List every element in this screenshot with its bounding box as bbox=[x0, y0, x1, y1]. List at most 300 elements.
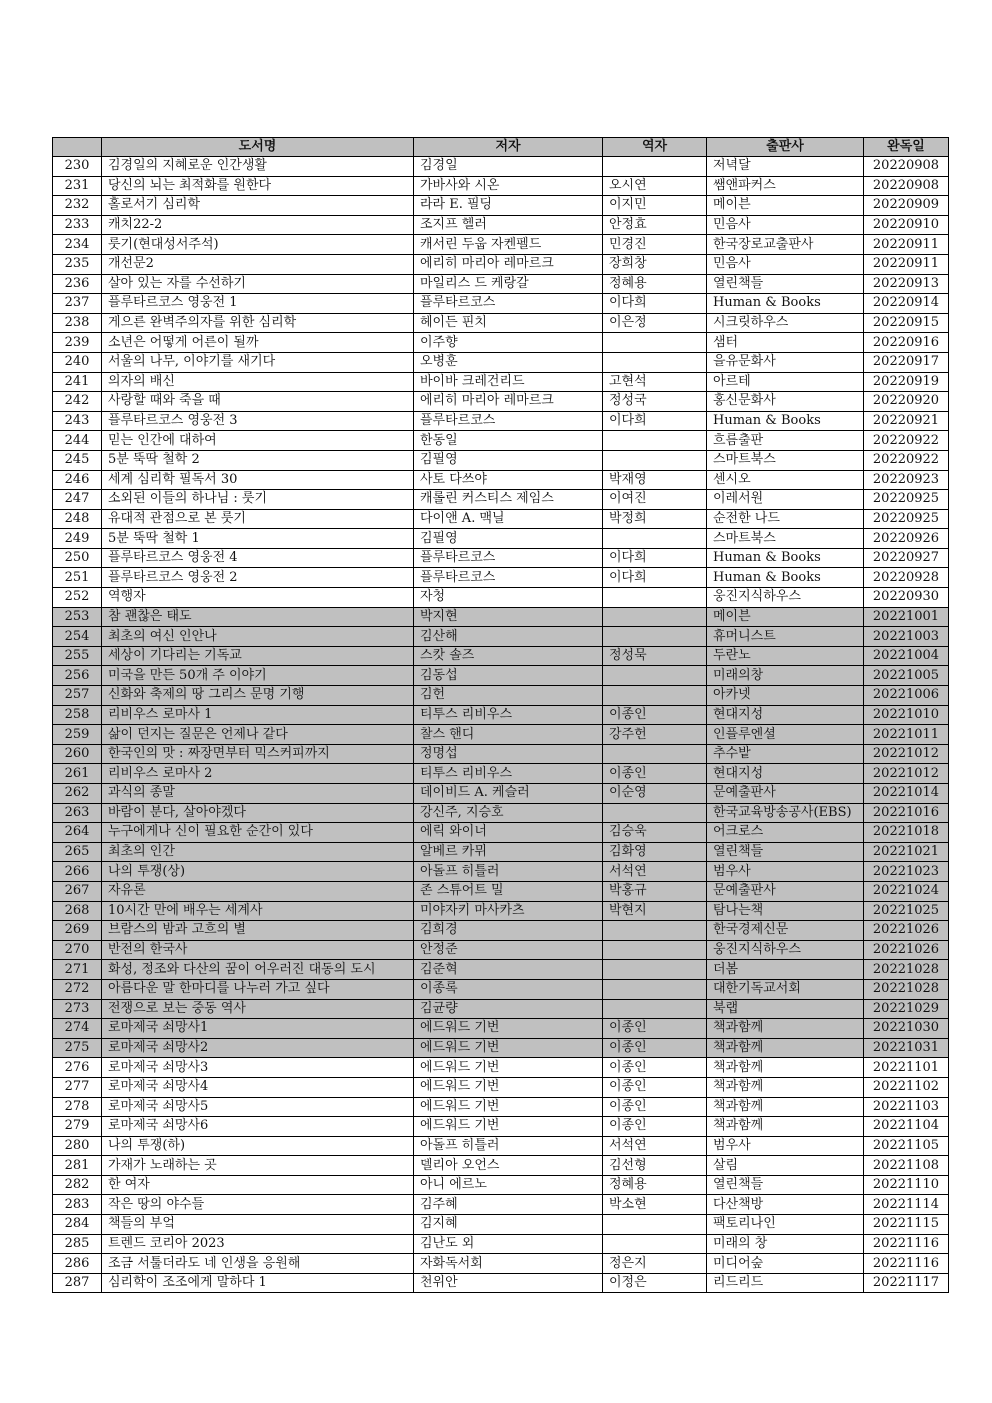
row-number-cell: 268 bbox=[53, 901, 102, 921]
translator-cell: 안정효 bbox=[603, 215, 707, 235]
translator-cell: 박소현 bbox=[603, 1195, 707, 1215]
completed-date-cell: 20221105 bbox=[864, 1136, 949, 1156]
author-cell: 라라 E. 필딩 bbox=[414, 196, 603, 216]
translator-cell: 오시연 bbox=[603, 176, 707, 196]
row-number-cell: 271 bbox=[53, 960, 102, 980]
completed-date-cell: 20221023 bbox=[864, 862, 949, 882]
book-title-cell: 트렌드 코리아 2023 bbox=[102, 1234, 414, 1254]
book-title-cell: 소년은 어떻게 어른이 될까 bbox=[102, 333, 414, 353]
publisher-cell: 현대지성 bbox=[707, 764, 864, 784]
table-row bbox=[53, 979, 949, 999]
publisher-cell: 두란노 bbox=[707, 646, 864, 666]
row-number-cell: 232 bbox=[53, 196, 102, 216]
publisher-cell: 미래의창 bbox=[707, 666, 864, 686]
book-title-cell: 플루타르코스 영웅전 2 bbox=[102, 568, 414, 588]
translator-cell bbox=[603, 333, 707, 353]
author-cell: 이주향 bbox=[414, 333, 603, 353]
completed-date-cell: 20221116 bbox=[864, 1254, 949, 1274]
book-title-cell: 삶이 던지는 질문은 언제나 같다 bbox=[102, 725, 414, 745]
completed-date-cell: 20221028 bbox=[864, 960, 949, 980]
book-title-cell: 믿는 인간에 대하여 bbox=[102, 431, 414, 451]
translator-cell bbox=[603, 921, 707, 941]
table-row bbox=[53, 1077, 949, 1097]
translator-cell: 정성묵 bbox=[603, 646, 707, 666]
completed-date-cell: 20221018 bbox=[864, 823, 949, 843]
translator-cell: 이종인 bbox=[603, 705, 707, 725]
table-row bbox=[53, 1097, 949, 1117]
completed-date-cell: 20221014 bbox=[864, 784, 949, 804]
table-body bbox=[53, 157, 949, 1293]
table-row bbox=[53, 960, 949, 980]
book-title-cell: 룻기(현대성서주석) bbox=[102, 235, 414, 255]
publisher-cell: 흐름출판 bbox=[707, 431, 864, 451]
row-number-cell: 259 bbox=[53, 725, 102, 745]
book-title-cell: 신화와 축제의 땅 그리스 문명 기행 bbox=[102, 686, 414, 706]
table-row bbox=[53, 431, 949, 451]
row-number-cell: 233 bbox=[53, 215, 102, 235]
translator-cell: 서석연 bbox=[603, 862, 707, 882]
row-number-cell: 281 bbox=[53, 1156, 102, 1176]
translator-cell: 이종인 bbox=[603, 1058, 707, 1078]
completed-date-cell: 20221030 bbox=[864, 1019, 949, 1039]
publisher-cell: 스마트북스 bbox=[707, 529, 864, 549]
author-cell: 가바사와 시온 bbox=[414, 176, 603, 196]
row-number-cell: 286 bbox=[53, 1254, 102, 1274]
translator-cell bbox=[603, 940, 707, 960]
book-title-cell: 심리학이 조조에게 말하다 1 bbox=[102, 1273, 414, 1293]
book-title-cell: 나의 투쟁(상) bbox=[102, 862, 414, 882]
author-cell: 플루타르코스 bbox=[414, 411, 603, 431]
row-number-cell: 287 bbox=[53, 1273, 102, 1293]
author-cell: 미야자키 마사카츠 bbox=[414, 901, 603, 921]
table-row bbox=[53, 509, 949, 529]
translator-cell: 이지민 bbox=[603, 196, 707, 216]
completed-date-cell: 20220927 bbox=[864, 548, 949, 568]
completed-date-cell: 20220915 bbox=[864, 313, 949, 333]
publisher-cell: 더봄 bbox=[707, 960, 864, 980]
table-row bbox=[53, 999, 949, 1019]
row-number-cell: 277 bbox=[53, 1077, 102, 1097]
table-row bbox=[53, 666, 949, 686]
book-title-cell: 김경일의 지혜로운 인간생활 bbox=[102, 157, 414, 177]
row-number-cell: 284 bbox=[53, 1215, 102, 1235]
translator-cell: 이종인 bbox=[603, 1077, 707, 1097]
author-cell: 티투스 리비우스 bbox=[414, 705, 603, 725]
row-number-cell: 257 bbox=[53, 686, 102, 706]
author-cell: 플루타르코스 bbox=[414, 568, 603, 588]
author-cell: 다이앤 A. 맥닐 bbox=[414, 509, 603, 529]
translator-cell: 이종인 bbox=[603, 1038, 707, 1058]
author-cell: 천위안 bbox=[414, 1273, 603, 1293]
book-title-cell: 유대적 관점으로 본 룻기 bbox=[102, 509, 414, 529]
header-title: 도서명 bbox=[102, 138, 414, 157]
table-row bbox=[53, 588, 949, 608]
row-number-cell: 283 bbox=[53, 1195, 102, 1215]
completed-date-cell: 20220920 bbox=[864, 392, 949, 412]
table-row bbox=[53, 607, 949, 627]
table-row bbox=[53, 294, 949, 314]
completed-date-cell: 20221108 bbox=[864, 1156, 949, 1176]
publisher-cell: 센시오 bbox=[707, 470, 864, 490]
reading-log-table bbox=[52, 137, 949, 1293]
table-row bbox=[53, 411, 949, 431]
publisher-cell: 범우사 bbox=[707, 1136, 864, 1156]
translator-cell: 김화영 bbox=[603, 842, 707, 862]
table-row bbox=[53, 744, 949, 764]
completed-date-cell: 20220922 bbox=[864, 431, 949, 451]
translator-cell: 이다희 bbox=[603, 294, 707, 314]
completed-date-cell: 20221025 bbox=[864, 901, 949, 921]
translator-cell bbox=[603, 744, 707, 764]
translator-cell: 이다희 bbox=[603, 568, 707, 588]
table-row bbox=[53, 372, 949, 392]
row-number-cell: 237 bbox=[53, 294, 102, 314]
publisher-cell: 휴머니스트 bbox=[707, 627, 864, 647]
completed-date-cell: 20221005 bbox=[864, 666, 949, 686]
row-number-cell: 261 bbox=[53, 764, 102, 784]
completed-date-cell: 20221115 bbox=[864, 1215, 949, 1235]
table-row bbox=[53, 470, 949, 490]
publisher-cell: 리드리드 bbox=[707, 1273, 864, 1293]
publisher-cell: 스마트북스 bbox=[707, 450, 864, 470]
row-number-cell: 253 bbox=[53, 607, 102, 627]
book-title-cell: 가재가 노래하는 곳 bbox=[102, 1156, 414, 1176]
table-row bbox=[53, 235, 949, 255]
table-row bbox=[53, 1175, 949, 1195]
row-number-cell: 274 bbox=[53, 1019, 102, 1039]
book-title-cell: 한국인의 맛 : 짜장면부터 믹스커피까지 bbox=[102, 744, 414, 764]
row-number-cell: 235 bbox=[53, 254, 102, 274]
author-cell: 에드워드 기번 bbox=[414, 1097, 603, 1117]
author-cell: 박지현 bbox=[414, 607, 603, 627]
author-cell: 오병훈 bbox=[414, 352, 603, 372]
completed-date-cell: 20221102 bbox=[864, 1077, 949, 1097]
row-number-cell: 262 bbox=[53, 784, 102, 804]
publisher-cell: 문예출판사 bbox=[707, 784, 864, 804]
row-number-cell: 241 bbox=[53, 372, 102, 392]
translator-cell bbox=[603, 627, 707, 647]
row-number-cell: 265 bbox=[53, 842, 102, 862]
completed-date-cell: 20221006 bbox=[864, 686, 949, 706]
author-cell: 김필영 bbox=[414, 529, 603, 549]
author-cell: 에드워드 기번 bbox=[414, 1058, 603, 1078]
publisher-cell: 메이븐 bbox=[707, 196, 864, 216]
row-number-cell: 236 bbox=[53, 274, 102, 294]
publisher-cell: 샘터 bbox=[707, 333, 864, 353]
row-number-cell: 238 bbox=[53, 313, 102, 333]
translator-cell bbox=[603, 1234, 707, 1254]
completed-date-cell: 20220930 bbox=[864, 588, 949, 608]
book-title-cell: 과식의 종말 bbox=[102, 784, 414, 804]
row-number-cell: 230 bbox=[53, 157, 102, 177]
completed-date-cell: 20220922 bbox=[864, 450, 949, 470]
completed-date-cell: 20221010 bbox=[864, 705, 949, 725]
author-cell: 데이비드 A. 케슬러 bbox=[414, 784, 603, 804]
translator-cell: 박정희 bbox=[603, 509, 707, 529]
completed-date-cell: 20221029 bbox=[864, 999, 949, 1019]
translator-cell: 이여진 bbox=[603, 490, 707, 510]
publisher-cell: Human & Books bbox=[707, 411, 864, 431]
publisher-cell: Human & Books bbox=[707, 548, 864, 568]
translator-cell: 이종인 bbox=[603, 764, 707, 784]
book-title-cell: 역행자 bbox=[102, 588, 414, 608]
table-row bbox=[53, 823, 949, 843]
book-title-cell: 10시간 만에 배우는 세계사 bbox=[102, 901, 414, 921]
table-row bbox=[53, 1136, 949, 1156]
publisher-cell: 미디어숲 bbox=[707, 1254, 864, 1274]
row-number-cell: 260 bbox=[53, 744, 102, 764]
translator-cell bbox=[603, 607, 707, 627]
translator-cell: 박재영 bbox=[603, 470, 707, 490]
publisher-cell: 인플루엔셜 bbox=[707, 725, 864, 745]
publisher-cell: 책과함께 bbox=[707, 1019, 864, 1039]
publisher-cell: 메이븐 bbox=[707, 607, 864, 627]
translator-cell: 정성국 bbox=[603, 392, 707, 412]
row-number-cell: 250 bbox=[53, 548, 102, 568]
translator-cell: 정은지 bbox=[603, 1254, 707, 1274]
author-cell: 아돌프 히틀러 bbox=[414, 1136, 603, 1156]
publisher-cell: 현대지성 bbox=[707, 705, 864, 725]
publisher-cell: 범우사 bbox=[707, 862, 864, 882]
author-cell: 델리아 오언스 bbox=[414, 1156, 603, 1176]
reading-log-document bbox=[52, 137, 948, 1293]
publisher-cell: 홍신문화사 bbox=[707, 392, 864, 412]
publisher-cell: 웅진지식하우스 bbox=[707, 940, 864, 960]
book-title-cell: 로마제국 쇠망사1 bbox=[102, 1019, 414, 1039]
translator-cell bbox=[603, 960, 707, 980]
publisher-cell: 민음사 bbox=[707, 254, 864, 274]
publisher-cell: Human & Books bbox=[707, 294, 864, 314]
publisher-cell: 쌤앤파커스 bbox=[707, 176, 864, 196]
book-title-cell: 리비우스 로마사 1 bbox=[102, 705, 414, 725]
author-cell: 사토 다쓰야 bbox=[414, 470, 603, 490]
completed-date-cell: 20221103 bbox=[864, 1097, 949, 1117]
author-cell: 김지혜 bbox=[414, 1215, 603, 1235]
table-row bbox=[53, 1058, 949, 1078]
book-title-cell: 의자의 배신 bbox=[102, 372, 414, 392]
book-title-cell: 전쟁으로 보는 중동 역사 bbox=[102, 999, 414, 1019]
book-title-cell: 로마제국 쇠망사2 bbox=[102, 1038, 414, 1058]
publisher-cell: 아카넷 bbox=[707, 686, 864, 706]
publisher-cell: 다산책방 bbox=[707, 1195, 864, 1215]
table-row bbox=[53, 862, 949, 882]
translator-cell: 고현석 bbox=[603, 372, 707, 392]
translator-cell: 박홍규 bbox=[603, 881, 707, 901]
completed-date-cell: 20221028 bbox=[864, 979, 949, 999]
table-row bbox=[53, 784, 949, 804]
book-title-cell: 자유론 bbox=[102, 881, 414, 901]
author-cell: 자화독서회 bbox=[414, 1254, 603, 1274]
publisher-cell: 한국경제신문 bbox=[707, 921, 864, 941]
completed-date-cell: 20220921 bbox=[864, 411, 949, 431]
translator-cell: 정혜용 bbox=[603, 274, 707, 294]
publisher-cell: 책과함께 bbox=[707, 1038, 864, 1058]
table-row bbox=[53, 450, 949, 470]
publisher-cell: 미래의 창 bbox=[707, 1234, 864, 1254]
row-number-cell: 266 bbox=[53, 862, 102, 882]
author-cell: 조지프 헬러 bbox=[414, 215, 603, 235]
row-number-cell: 254 bbox=[53, 627, 102, 647]
translator-cell: 장희창 bbox=[603, 254, 707, 274]
publisher-cell: 열린책들 bbox=[707, 274, 864, 294]
author-cell: 찰스 핸디 bbox=[414, 725, 603, 745]
completed-date-cell: 20220908 bbox=[864, 157, 949, 177]
row-number-cell: 278 bbox=[53, 1097, 102, 1117]
completed-date-cell: 20220926 bbox=[864, 529, 949, 549]
completed-date-cell: 20220914 bbox=[864, 294, 949, 314]
completed-date-cell: 20221001 bbox=[864, 607, 949, 627]
table-row bbox=[53, 705, 949, 725]
translator-cell: 강주헌 bbox=[603, 725, 707, 745]
header-author: 저자 bbox=[414, 138, 603, 157]
author-cell: 이종록 bbox=[414, 979, 603, 999]
table-row bbox=[53, 764, 949, 784]
book-title-cell: 플루타르코스 영웅전 3 bbox=[102, 411, 414, 431]
publisher-cell: 민음사 bbox=[707, 215, 864, 235]
completed-date-cell: 20221004 bbox=[864, 646, 949, 666]
table-row bbox=[53, 333, 949, 353]
table-row bbox=[53, 1234, 949, 1254]
header-completed-date: 완독일 bbox=[864, 138, 949, 157]
table-row bbox=[53, 1195, 949, 1215]
publisher-cell: 책과함께 bbox=[707, 1077, 864, 1097]
table-row bbox=[53, 1273, 949, 1293]
translator-cell bbox=[603, 979, 707, 999]
row-number-cell: 258 bbox=[53, 705, 102, 725]
table-row bbox=[53, 803, 949, 823]
table-row bbox=[53, 274, 949, 294]
table-row bbox=[53, 196, 949, 216]
book-title-cell: 참 괜찮은 태도 bbox=[102, 607, 414, 627]
book-title-cell: 당신의 뇌는 최적화를 원한다 bbox=[102, 176, 414, 196]
row-number-cell: 234 bbox=[53, 235, 102, 255]
author-cell: 자청 bbox=[414, 588, 603, 608]
translator-cell: 이은정 bbox=[603, 313, 707, 333]
table-row bbox=[53, 1215, 949, 1235]
row-number-cell: 256 bbox=[53, 666, 102, 686]
completed-date-cell: 20220928 bbox=[864, 568, 949, 588]
completed-date-cell: 20221117 bbox=[864, 1273, 949, 1293]
translator-cell: 김승욱 bbox=[603, 823, 707, 843]
header-publisher: 출판사 bbox=[707, 138, 864, 157]
publisher-cell: 문예출판사 bbox=[707, 881, 864, 901]
row-number-cell: 247 bbox=[53, 490, 102, 510]
publisher-cell: 살림 bbox=[707, 1156, 864, 1176]
completed-date-cell: 20221012 bbox=[864, 744, 949, 764]
author-cell: 아돌프 히틀러 bbox=[414, 862, 603, 882]
publisher-cell: 책과함께 bbox=[707, 1058, 864, 1078]
table-row bbox=[53, 157, 949, 177]
author-cell: 캐롤린 커스티스 제임스 bbox=[414, 490, 603, 510]
completed-date-cell: 20221031 bbox=[864, 1038, 949, 1058]
author-cell: 바이바 크레건리드 bbox=[414, 372, 603, 392]
publisher-cell: 열린책들 bbox=[707, 1175, 864, 1195]
completed-date-cell: 20220923 bbox=[864, 470, 949, 490]
table-row bbox=[53, 490, 949, 510]
author-cell: 플루타르코스 bbox=[414, 548, 603, 568]
completed-date-cell: 20220917 bbox=[864, 352, 949, 372]
book-title-cell: 로마제국 쇠망사6 bbox=[102, 1117, 414, 1137]
row-number-cell: 270 bbox=[53, 940, 102, 960]
book-title-cell: 서울의 나무, 이야기를 새기다 bbox=[102, 352, 414, 372]
book-title-cell: 개선문2 bbox=[102, 254, 414, 274]
book-title-cell: 로마제국 쇠망사5 bbox=[102, 1097, 414, 1117]
author-cell: 아니 에르노 bbox=[414, 1175, 603, 1195]
author-cell: 김헌 bbox=[414, 686, 603, 706]
completed-date-cell: 20220911 bbox=[864, 254, 949, 274]
book-title-cell: 로마제국 쇠망사4 bbox=[102, 1077, 414, 1097]
author-cell: 김주혜 bbox=[414, 1195, 603, 1215]
row-number-cell: 273 bbox=[53, 999, 102, 1019]
table-row bbox=[53, 215, 949, 235]
completed-date-cell: 20221024 bbox=[864, 881, 949, 901]
author-cell: 김동섭 bbox=[414, 666, 603, 686]
translator-cell bbox=[603, 803, 707, 823]
table-row bbox=[53, 568, 949, 588]
completed-date-cell: 20221114 bbox=[864, 1195, 949, 1215]
table-row bbox=[53, 646, 949, 666]
book-title-cell: 최초의 인간 bbox=[102, 842, 414, 862]
table-row bbox=[53, 392, 949, 412]
completed-date-cell: 20220909 bbox=[864, 196, 949, 216]
book-title-cell: 로마제국 쇠망사3 bbox=[102, 1058, 414, 1078]
translator-cell: 이다희 bbox=[603, 548, 707, 568]
publisher-cell: 팩토리나인 bbox=[707, 1215, 864, 1235]
book-title-cell: 반전의 한국사 bbox=[102, 940, 414, 960]
completed-date-cell: 20221012 bbox=[864, 764, 949, 784]
book-title-cell: 캐치22-2 bbox=[102, 215, 414, 235]
row-number-cell: 245 bbox=[53, 450, 102, 470]
table-row bbox=[53, 1117, 949, 1137]
table-row bbox=[53, 901, 949, 921]
publisher-cell: 을유문화사 bbox=[707, 352, 864, 372]
completed-date-cell: 20220916 bbox=[864, 333, 949, 353]
book-title-cell: 최초의 여신 인안나 bbox=[102, 627, 414, 647]
book-title-cell: 리비우스 로마사 2 bbox=[102, 764, 414, 784]
author-cell: 안정준 bbox=[414, 940, 603, 960]
completed-date-cell: 20221016 bbox=[864, 803, 949, 823]
publisher-cell: 열린책들 bbox=[707, 842, 864, 862]
publisher-cell: 저녁달 bbox=[707, 157, 864, 177]
book-title-cell: 게으른 완벽주의자를 위한 심리학 bbox=[102, 313, 414, 333]
author-cell: 에드워드 기번 bbox=[414, 1038, 603, 1058]
completed-date-cell: 20221011 bbox=[864, 725, 949, 745]
completed-date-cell: 20221026 bbox=[864, 940, 949, 960]
publisher-cell: 책과함께 bbox=[707, 1097, 864, 1117]
author-cell: 김균량 bbox=[414, 999, 603, 1019]
author-cell: 강신주, 지승호 bbox=[414, 803, 603, 823]
book-title-cell: 소외된 이들의 하나님 : 룻기 bbox=[102, 490, 414, 510]
completed-date-cell: 20220910 bbox=[864, 215, 949, 235]
publisher-cell: 순전한 나드 bbox=[707, 509, 864, 529]
author-cell: 에드워드 기번 bbox=[414, 1077, 603, 1097]
author-cell: 김난도 외 bbox=[414, 1234, 603, 1254]
publisher-cell: 탐나는책 bbox=[707, 901, 864, 921]
author-cell: 알베르 카뮈 bbox=[414, 842, 603, 862]
author-cell: 캐서린 두웁 자켄펠드 bbox=[414, 235, 603, 255]
table-row bbox=[53, 627, 949, 647]
publisher-cell: 아르테 bbox=[707, 372, 864, 392]
completed-date-cell: 20220913 bbox=[864, 274, 949, 294]
row-number-cell: 240 bbox=[53, 352, 102, 372]
row-number-cell: 248 bbox=[53, 509, 102, 529]
translator-cell bbox=[603, 450, 707, 470]
author-cell: 김필영 bbox=[414, 450, 603, 470]
translator-cell: 이종인 bbox=[603, 1019, 707, 1039]
row-number-cell: 252 bbox=[53, 588, 102, 608]
book-title-cell: 세상이 기다리는 기독교 bbox=[102, 646, 414, 666]
table-row bbox=[53, 529, 949, 549]
